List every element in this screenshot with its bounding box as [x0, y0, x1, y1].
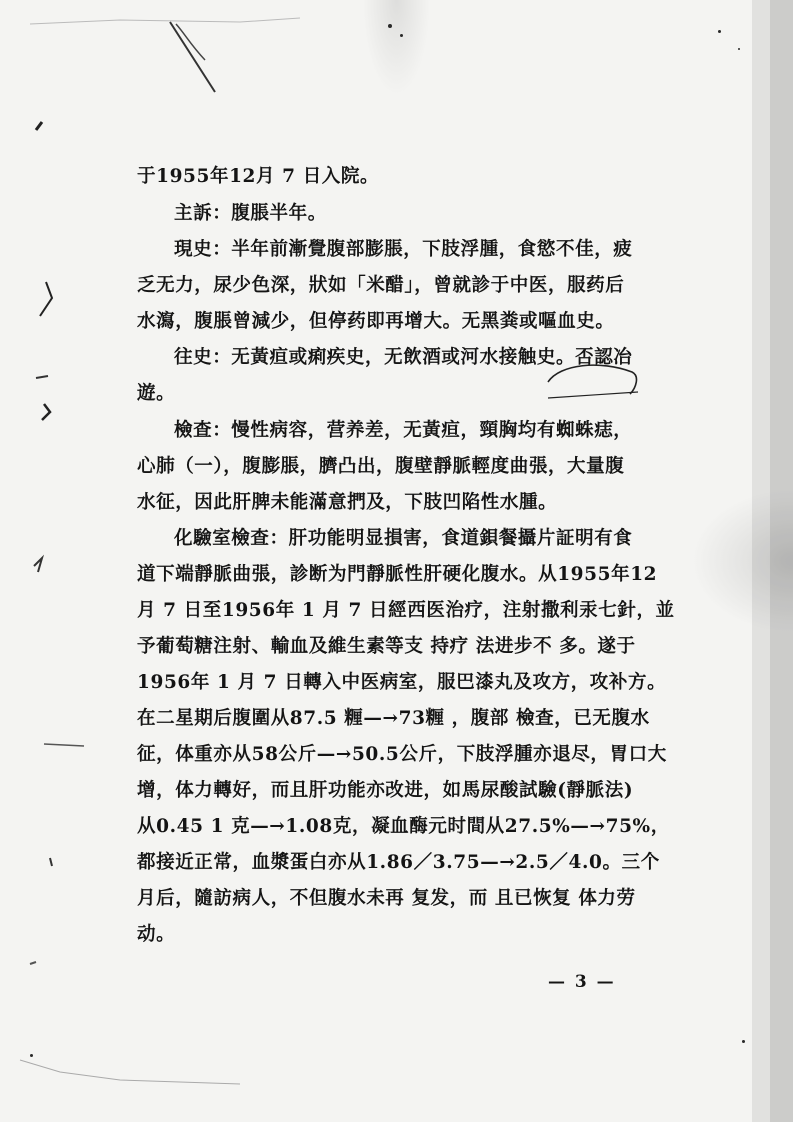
text-line: 动。 [137, 924, 176, 945]
bottom-edge [20, 1060, 240, 1084]
margin-mark [36, 122, 42, 130]
text-line: 乏无力，尿少色深，狀如「米醋」，曾就診于中医，服药后 [137, 275, 625, 296]
text-line: 于1955年12月 7 日入院。 [137, 166, 380, 187]
text-line: 1956年 1 月 7 日轉入中医病室，服巴漆丸及攻方，攻补方。 [137, 672, 667, 693]
top-edge [30, 18, 300, 24]
text-line: 現史：半年前漸覺腹部膨脹，下肢浮腫，食慾不佳，疲 [174, 239, 633, 260]
speck [30, 1054, 33, 1057]
handwritten-underline [548, 392, 638, 398]
text-line: 化驗室檢查：肝功能明显損害，食道鋇餐攝片証明有食 [174, 528, 633, 549]
text-line: 往史：无黃疸或痢疾史，无飲酒或河水接触史。否認冶 [174, 347, 633, 368]
text-line: 檢查：慢性病容，营养差，无黃疸，頸胸均有蜘蛛痣， [174, 420, 633, 441]
margin-mark [44, 744, 84, 746]
margin-mark [34, 558, 42, 572]
speck [388, 24, 392, 28]
speck [718, 30, 721, 33]
text-line: 水征，因此肝脾未能滿意捫及，下肢凹陷性水腫。 [137, 492, 558, 513]
text-line: 主訴：腹脹半年。 [174, 203, 327, 224]
text-line: 水瀉，腹脹曾減少，但停药即再增大。无黑粪或嘔血史。 [137, 311, 615, 332]
margin-mark [42, 404, 50, 420]
edge-shadow [770, 0, 793, 1122]
handwritten-annotation [548, 365, 636, 394]
text-line: 予葡萄糖注射、輸血及維生素等支 持疗 法进步不 多。遂于 [137, 636, 636, 657]
margin-mark [36, 376, 48, 378]
text-line: 在二星期后腹圍从87.5 糎—→73糎 ，腹部 檢查，已无腹水 [137, 708, 650, 729]
text-line: 增，体力轉好，而且肝功能亦改进，如馬尿酸試驗(靜脈法) [137, 780, 634, 801]
text-line: 从0.45 1 克—→1.08克，凝血酶元时間从27.5%—→75%， [137, 816, 670, 837]
margin-mark [40, 282, 52, 316]
text-line: 月 7 日至1956年 1 月 7 日經西医治疗，注射撒利汞七針，並 [137, 600, 675, 621]
text-line: 月后，隨訪病人，不但腹水未再 复发，而 且已恢复 体力劳 [137, 888, 636, 909]
text-line: 都接近正常，血漿蛋白亦从1.86／3.75—→2.5／4.0。三个 [137, 852, 660, 873]
page-number: — 3 — [548, 972, 616, 992]
text-line: 遊。 [137, 383, 176, 404]
text-line: 道下端靜脈曲張，診断为門靜脈性肝硬化腹水。从1955年12 [137, 564, 658, 585]
margin-mark [30, 962, 36, 964]
margin-mark [50, 858, 52, 866]
fold-mark [170, 22, 215, 92]
text-line: 征，体重亦从58公斤—→50.5公斤，下肢浮腫亦退尽，胃口大 [137, 744, 667, 765]
speck [742, 1040, 745, 1043]
text-line: 心肺（一），腹膨脹，臍凸出，腹壁靜脈輕度曲張，大量腹 [137, 456, 625, 477]
speck [400, 34, 403, 37]
speck [738, 48, 740, 50]
